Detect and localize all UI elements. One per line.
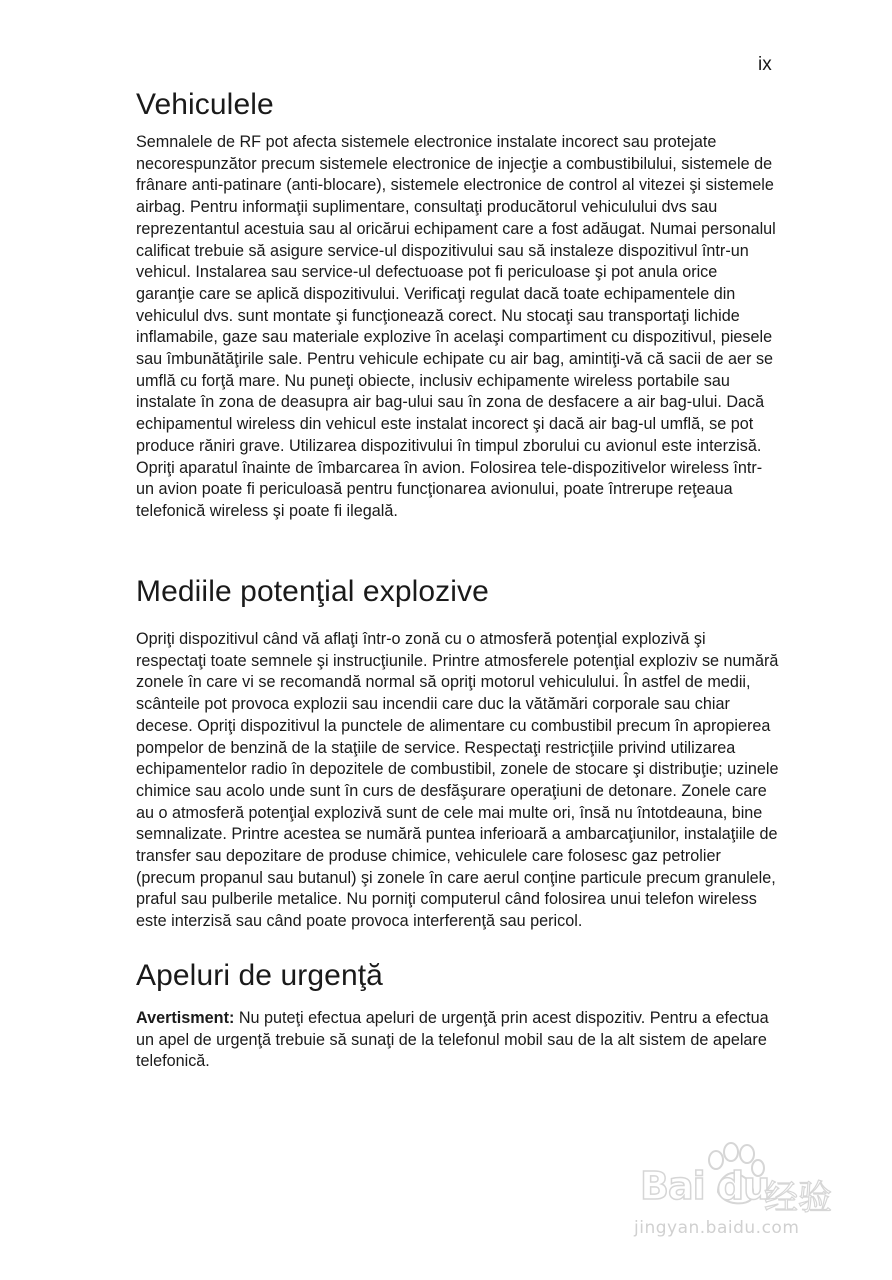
section-title: Vehiculele (136, 88, 274, 121)
watermark-chinese: 经验 (764, 1178, 832, 1218)
warning-label: Avertisment: (136, 1009, 235, 1027)
page-number: ix (758, 54, 772, 75)
baidu-watermark (632, 1140, 842, 1250)
watermark-brand: Bai du (640, 1164, 770, 1208)
section-vehicles (136, 88, 780, 523)
section-title: Mediile potenţial explozive (136, 575, 489, 608)
section-emergency-calls (136, 959, 780, 1073)
section-paragraph: Semnalele de RF pot afecta sistemele electronice instalate incorect sau protejate necorespunzător precum sistemele electronice de injecţie a combustibilului, sistemele de frânare anti-patinare (anti-blocare), sistemele electronice de control al vitezei şi sistemele airbag. Pentru informaţii suplimentare, consultaţi producătorul vehiculului dvs sau reprezentantul acestuia sau al oricărui echipament care a fost adăugat. Numai personalul calificat trebuie să asigure service-ul dispozitivului sau să instaleze dispozitivul într-un vehicul. Instalarea sau service-ul defectuoase pot fi periculoase şi pot anula orice garanţie care se aplică dispozitivului. Verificaţi regulat dacă toate echipamentele din vehiculul dvs. sunt montate şi funcţionează corect. Nu stocaţi sau transportaţi lichide inflamabile, gaze sau materiale explozive în acelaşi compartiment cu dispozitivul, piesele sau îmbunătăţirile sale. Pentru vehicule echipate cu air bag, amintiţi-vă că sacii de aer se umflă cu forţă mare. Nu puneţi obiecte, inclusiv echipamente wireless portabile sau instalate în zona de deasupra air bag-ului sau în zona de desfacere a air bag-ului. Dacă echipamentul wireless din vehicul este instalat incorect şi dacă air bag-ul umflă, se pot produce răniri grave. Utilizarea dispozitivului în timpul zborului cu avionul este interzisă. Opriţi aparatul înainte de îmbarcarea în avion. Folosirea tele-dispozitivelor wireless într-un avion poate fi periculoasă pentru funcţionarea avionului, poate întrerupe reţeaua telefonică wireless şi poate fi ilegală. (136, 133, 776, 520)
section-paragraph (136, 1008, 780, 1073)
warning-text: Nu puteţi efectua apeluri de urgenţă prin acest dispozitiv. Pentru a efectua un apel de urgenţă trebuie să sunaţi de la telefonul mobil sau de la alt sistem de apelare telefonică. (136, 1009, 769, 1071)
section-paragraph: Opriţi dispozitivul când vă aflaţi într-o zonă cu o atmosferă potenţial explozivă şi respectaţi toate semnele şi instrucţiunile. Printre atmosferele potenţial exploziv se numără zonele în care vi se recomandă normal să opriţi motorul vehiculului. În astfel de medii, scânteile pot provoca explozii sau incendii care duc la vătămări corporale sau chiar decese. Opriţi dispozitivul la punctele de alimentare cu combustibil precum în apropierea pompelor de benzină de la staţiile de service. Respectaţi restricţiile privind utilizarea echipamentelor radio în depozitele de combustibil, zonele de stocare şi distribuţie; uzinele chimice sau acolo unde sunt în curs de desfăşurare operaţiuni de detonare. Zonele care au o atmosferă potenţial explozivă sunt de cele mai multe ori, însă nu întotdeauna, bine semnalizate. Printre acestea se numără puntea inferioară a ambarcaţiunilor, instalaţiile de transfer sau depozitare de produse chimice, vehiculele care folosesc gaz petrolier (precum propanul sau butanul) şi zonele în care aerul conţine particule precum granulele, praful sau pulberile metalice. Nu porniţi computerul când folosirea unui telefon wireless este interzisă sau când poate provoca interferenţă sau pericol. (136, 630, 779, 931)
section-title: Apeluri de urgenţă (136, 959, 383, 992)
section-explosive-environments (136, 575, 780, 933)
watermark-url: jingyan.baidu.com (634, 1218, 800, 1238)
